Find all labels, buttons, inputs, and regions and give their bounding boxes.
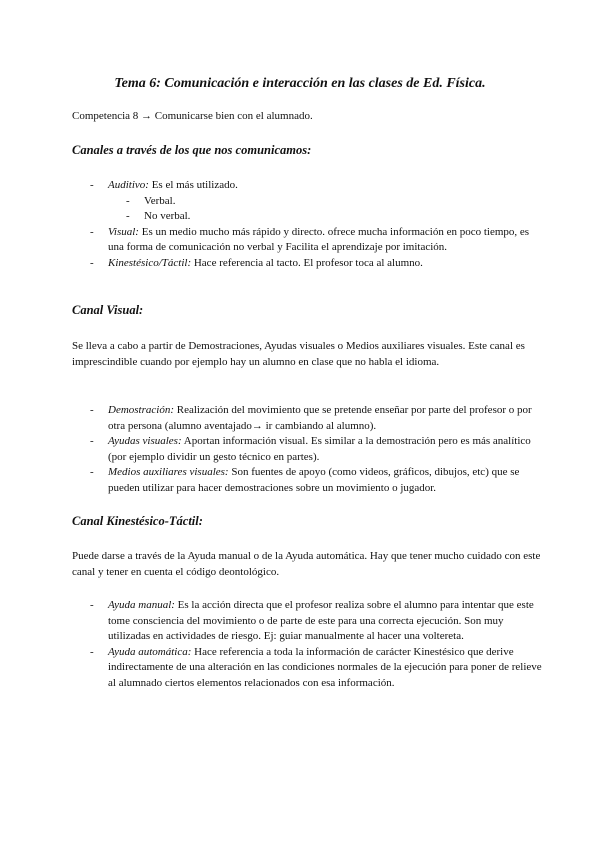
heading-canal-kinestesico: Canal Kinestésico-Táctil: xyxy=(72,514,203,528)
bullet-dash: - xyxy=(90,645,94,658)
item-term: Demostración: xyxy=(108,404,174,416)
bullet-dash: - xyxy=(90,599,94,611)
item-term: Ayuda manual: xyxy=(108,599,175,611)
item-text: Realización del movimiento que se pretende enseñar por parte del profesor o por otra persona (alumno aventajado→ ir cambiando al alumno). xyxy=(108,404,532,432)
item-text: Es un medio mucho más rápido y directo. ofrece mucha información en poco tiempo, es una forma de comunicación no verbal y Facilita el aprendizaje por imitación. xyxy=(108,225,530,253)
list-item xyxy=(72,403,542,434)
item-text: Son fuentes de apoyo (como videos, gráficos, dibujos, etc) que se pueden utilizar para hacer demostraciones sobre un movimiento o jugador. xyxy=(108,466,520,494)
bullet-dash: - xyxy=(90,404,94,416)
visual-intro: Se lleva a cabo a partir de Demostraciones, Ayudas visuales o Medios auxiliares visuales. Este canal es imprescindible cuando por ejemplo hay un alumno en clase que no habla el idioma. xyxy=(72,340,525,368)
bullet-dash: - xyxy=(126,194,130,207)
list-item xyxy=(72,178,542,194)
list-item xyxy=(72,434,542,465)
kinestesico-list xyxy=(72,598,542,691)
list-item xyxy=(72,465,542,496)
item-text: Es la acción directa que el profesor realiza sobre el alumno para intentar que este tome consciencia del movimiento o de parte de este para una correcta ejecución. Son muy utilizadas en actividades de riesgo. Ej: guiar manualmente al hacer una voltereta. xyxy=(108,599,534,642)
item-term: Medios auxiliares visuales: xyxy=(108,466,229,478)
bullet-dash: - xyxy=(126,210,130,222)
competencia-line: Competencia 8 → Comunicarse bien con el alumnado. xyxy=(72,110,313,122)
list-item xyxy=(72,256,542,272)
page-title: Tema 6: Comunicación e interacción en las clases de Ed. Física. xyxy=(114,76,486,91)
list-item xyxy=(72,225,542,256)
list-item xyxy=(72,598,542,645)
visual-list xyxy=(72,403,542,496)
item-term: Auditivo: xyxy=(108,179,149,191)
item-term: Visual: xyxy=(108,225,139,238)
item-text: Es el más utilizado. xyxy=(148,179,238,191)
bullet-dash: - xyxy=(90,225,94,238)
item-term: Ayuda automática: xyxy=(108,645,192,658)
bullet-dash: - xyxy=(90,466,94,478)
heading-canales: Canales a través de los que nos comunicamos: xyxy=(72,143,312,157)
sub-list-item xyxy=(72,209,542,225)
bullet-dash: - xyxy=(90,435,94,447)
item-text: Aportan información visual. Es similar a la demostración pero es más analítico (por ejemplo dividir un gesto técnico en partes). xyxy=(108,435,531,463)
bullet-dash: - xyxy=(90,256,94,269)
heading-canal-visual: Canal Visual: xyxy=(72,303,144,317)
item-text: Hace referencia al tacto. El profesor toca al alumno. xyxy=(191,256,423,269)
kinestesico-intro: Puede darse a través de la Ayuda manual o de la Ayuda automática. Hay que tener mucho cuidado con este canal y tener en cuenta el código deontológico. xyxy=(72,550,541,578)
bullet-dash: - xyxy=(90,179,94,191)
item-term: Ayudas visuales: xyxy=(108,435,182,447)
sub-item-text: Verbal. xyxy=(144,194,176,207)
sub-list-item xyxy=(72,194,542,210)
sub-item-text: No verbal. xyxy=(144,210,191,222)
canales-list xyxy=(72,178,542,271)
item-term: Kinestésico/Táctil: xyxy=(108,256,192,269)
item-text: Hace referencia a toda la información de carácter Kinestésico que derive indirectamente de una alteración en las condiciones normales de la ejecución para poner de relieve al alumnado ciertos elementos relacionados con esa información. xyxy=(108,645,542,689)
list-item xyxy=(72,645,542,692)
